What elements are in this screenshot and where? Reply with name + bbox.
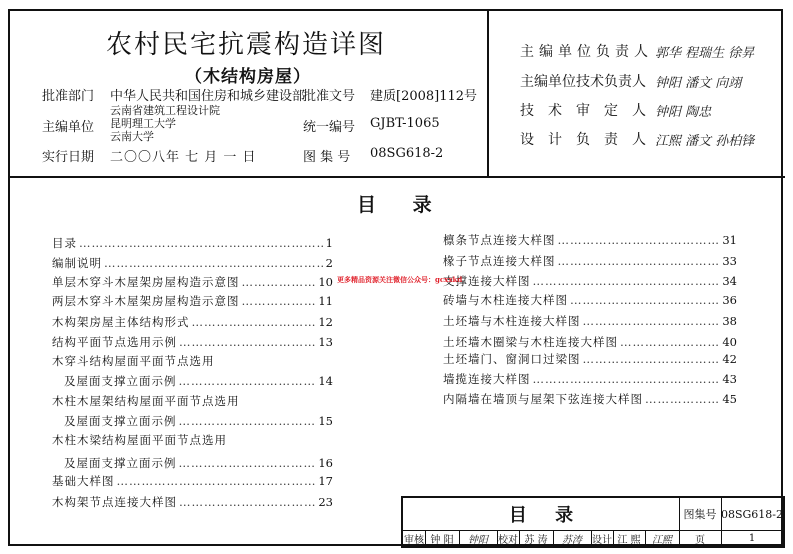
toc-entry-page: 23 (318, 495, 333, 509)
design-label: 设计 (592, 534, 612, 546)
toc-entry[interactable] (52, 473, 333, 489)
header-vertical-divider (487, 9, 489, 177)
toc-entry-title: 椽子节点连接大样图 (443, 254, 556, 268)
resp-signature-3: 钟阳 陶忠 (655, 105, 712, 120)
toc-entry[interactable] (443, 391, 737, 407)
toc-entry-title: 及屋面支撑立面示例 (64, 374, 177, 388)
leader-dots (117, 474, 317, 488)
leader-dots (192, 315, 317, 329)
page-label: 页 (695, 534, 705, 546)
leader-dots (533, 372, 721, 386)
watermark-text: 更多精品资源关注微信公众号：gcxxkd (337, 275, 463, 284)
toc-entry-page: 1 (325, 236, 333, 250)
toc-entry-title: 木构架房屋主体结构形式 (52, 315, 190, 329)
leader-dots (179, 414, 317, 428)
leader-dots (242, 275, 317, 289)
resp-signature-4: 江熙 潘文 孙柏锋 (655, 134, 755, 149)
toc-entry[interactable] (52, 334, 333, 350)
toc-entry-title: 及屋面支撑立面示例 (64, 414, 177, 428)
atlas-no-value: 08SG618-2 (370, 146, 444, 161)
leader-dots (583, 352, 721, 366)
toc-entry-title: 及屋面支撑立面示例 (64, 456, 177, 470)
title-block (401, 496, 785, 548)
toc-entry[interactable] (443, 371, 737, 387)
toc-entry-page: 43 (722, 372, 737, 386)
leader-dots (533, 274, 721, 288)
leader-dots (620, 335, 720, 349)
toc-entry-title: 支撑连接大样图 (443, 274, 531, 288)
check-signature: 苏涛 (562, 534, 582, 546)
toc-entry-title: 土坯墙与木柱连接大样图 (443, 314, 581, 328)
page-number: 1 (748, 532, 756, 544)
unified-no-label: 统一编号 (303, 120, 356, 135)
resp-signature-1: 郭华 程瑞生 徐昇 (655, 46, 755, 61)
toc-entry-title: 檩条节点连接大样图 (443, 233, 556, 247)
toc-entry-title: 编制说明 (52, 256, 102, 270)
leader-dots (558, 233, 721, 247)
toc-entry-title: 内隔墙在墙顶与屋架下弦连接大样图 (443, 392, 643, 406)
leader-dots (79, 236, 324, 250)
toc-entry-title: 土坯墙门、窗洞口过梁图 (443, 352, 581, 366)
toc-entry-page: 11 (318, 294, 333, 308)
toc-entry-page: 36 (722, 293, 737, 307)
leader-dots (242, 294, 317, 308)
check-name: 苏 涛 (524, 534, 548, 546)
toc-entry-page: 45 (722, 392, 737, 406)
toc-entry-page: 40 (722, 335, 737, 349)
toc-entry-title: 木柱木屋架结构屋面平面节点选用 (52, 394, 240, 408)
review-signature: 钟阳 (468, 534, 488, 546)
editor-unit-3: 云南大学 (110, 130, 154, 143)
tb-atlas-label: 图集号 (683, 508, 717, 521)
tb-atlas-value: 08SG618-2 (720, 507, 784, 521)
toc-entry[interactable] (52, 314, 333, 330)
toc-entry-page: 42 (722, 352, 737, 366)
document-subtitle: （木结构房屋） (185, 67, 311, 87)
toc-entry-page: 14 (318, 374, 333, 388)
leader-dots (104, 256, 324, 270)
toc-entry-title: 结构平面节点选用示例 (52, 335, 177, 349)
header-divider (8, 176, 785, 178)
toc-entry[interactable] (52, 274, 333, 290)
toc-entry[interactable] (52, 255, 333, 271)
approval-dept-label: 批准部门 (42, 89, 95, 104)
toc-entry[interactable] (443, 313, 737, 329)
toc-entry-title: 木柱木梁结构屋面平面节点选用 (52, 433, 227, 447)
toc-entry-page: 12 (318, 315, 333, 329)
check-label: 校对 (498, 534, 518, 546)
leader-dots (583, 314, 721, 328)
toc-entry[interactable] (443, 351, 737, 367)
design-signature: 江熙 (652, 534, 672, 546)
toc-entry-heading (52, 393, 240, 409)
toc-entry[interactable] (52, 235, 333, 251)
toc-heading: 目 录 (357, 194, 432, 216)
toc-entry-page: 31 (722, 233, 737, 247)
review-label: 审核 (404, 534, 424, 546)
effective-date-label: 实行日期 (42, 150, 95, 165)
resp-role-1: 主编单位负责人 (520, 44, 653, 60)
leader-dots (179, 374, 317, 388)
resp-role-2: 主编单位技术负责人 (520, 74, 646, 90)
toc-entry[interactable] (443, 232, 737, 248)
toc-entry-page: 17 (318, 474, 333, 488)
toc-entry-title: 目录 (52, 236, 77, 250)
toc-entry-title: 单层木穿斗木屋架房屋构造示意图 (52, 275, 240, 289)
approval-doc-label: 批准文号 (303, 89, 356, 104)
toc-entry-page: 10 (318, 275, 333, 289)
toc-entry[interactable] (64, 373, 333, 389)
toc-entry[interactable] (443, 292, 737, 308)
toc-entry-page: 38 (722, 314, 737, 328)
toc-entry[interactable] (64, 455, 333, 471)
atlas-no-label: 图 集 号 (303, 150, 351, 165)
unified-no-value: GJBT-1065 (370, 116, 440, 131)
toc-entry-page: 16 (318, 456, 333, 470)
toc-entry[interactable] (52, 494, 333, 510)
resp-role-4: 设计负责人 (520, 132, 660, 148)
toc-entry[interactable] (64, 413, 333, 429)
leader-dots (179, 495, 316, 509)
toc-entry[interactable] (52, 293, 333, 309)
toc-entry-page: 13 (318, 335, 333, 349)
toc-entry-title: 基础大样图 (52, 474, 115, 488)
resp-signature-2: 钟阳 潘文 向翊 (655, 76, 742, 91)
toc-entry-heading (52, 432, 227, 448)
toc-entry-title: 墙揽连接大样图 (443, 372, 531, 386)
toc-entry[interactable] (443, 253, 737, 269)
leader-dots (570, 293, 720, 307)
toc-entry-title: 木构架节点连接大样图 (52, 495, 177, 509)
document-title: 农村民宅抗震构造详图 (106, 30, 387, 60)
toc-entry-page: 15 (318, 414, 333, 428)
design-name: 江 熙 (617, 534, 641, 546)
toc-entry-title: 木穿斗结构屋面平面节点选用 (52, 354, 215, 368)
toc-entry-title: 两层木穿斗木屋架房屋构造示意图 (52, 294, 240, 308)
toc-entry-page: 34 (722, 274, 737, 288)
leader-dots (179, 456, 317, 470)
toc-entry-heading (52, 353, 215, 369)
toc-entry-page: 33 (722, 254, 737, 268)
leader-dots (645, 392, 720, 406)
effective-date-value: 二〇〇八年 七 月 一 日 (110, 150, 257, 165)
editor-unit-2: 昆明理工大学 (110, 117, 176, 130)
toc-entry-title: 砖墙与木柱连接大样图 (443, 293, 568, 307)
toc-entry[interactable] (443, 334, 737, 350)
editor-unit-1: 云南省建筑工程设计院 (110, 104, 220, 117)
approval-doc-value: 建质[2008]112号 (370, 89, 478, 104)
toc-entry-page: 2 (325, 256, 333, 270)
leader-dots (558, 254, 721, 268)
approval-dept-value: 中华人民共和国住房和城乡建设部 (110, 89, 306, 104)
editor-unit-label: 主编单位 (42, 120, 95, 135)
toc-entry-title: 土坯墙木圈梁与木柱连接大样图 (443, 335, 618, 349)
toc-entry[interactable] (443, 273, 737, 289)
review-name: 钟 阳 (430, 534, 454, 546)
sheet-title: 目 录 (508, 505, 574, 526)
leader-dots (179, 335, 316, 349)
resp-role-3: 技术审定人 (520, 103, 660, 119)
